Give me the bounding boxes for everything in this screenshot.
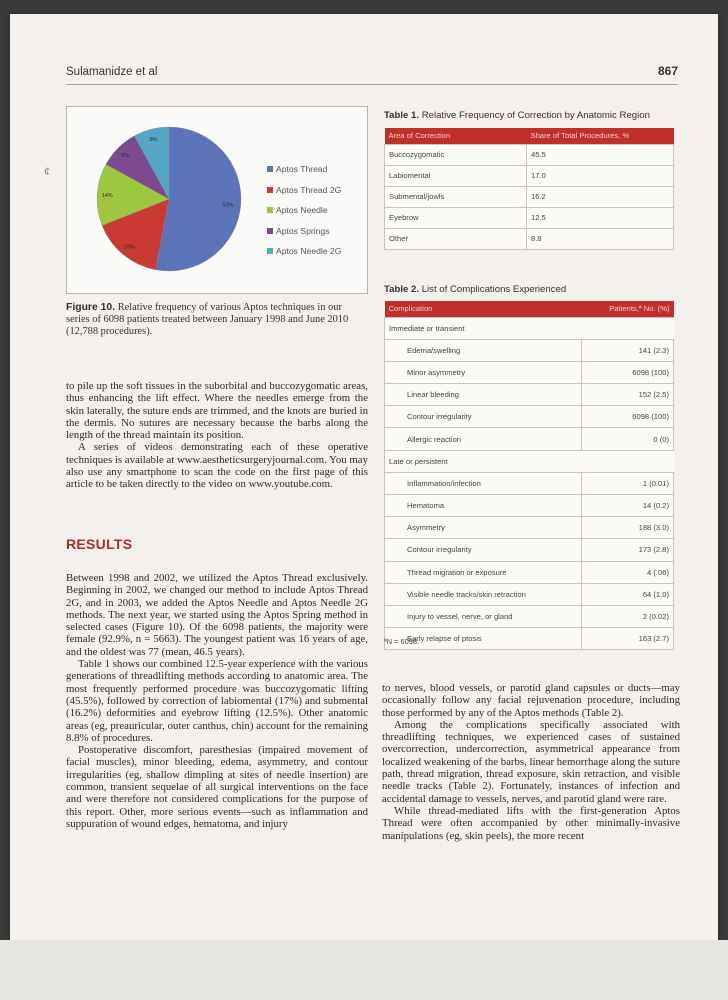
table1-share-cell: 12.5	[527, 207, 674, 228]
pie-data-label: 9%	[121, 153, 130, 160]
table2-complication-cell: Thread migration or exposure	[385, 561, 582, 583]
table2-patients-cell: 2 (0.02)	[581, 605, 673, 627]
table2-complication-cell: Visible needle tracks/skin retraction	[385, 583, 582, 605]
pie-data-label: 53%	[222, 202, 234, 209]
figure-10-pie-chart	[66, 106, 368, 294]
table2-caption	[384, 284, 566, 295]
table1-area-cell: Other	[385, 228, 527, 249]
scan-background	[0, 940, 728, 1000]
table1-share-cell: 17.0	[527, 165, 674, 186]
legend-label: Aptos Thread 2G	[276, 184, 342, 195]
table1-row	[385, 228, 674, 249]
table2-complication-cell: Inflammation/infection	[385, 472, 582, 494]
paragraph: to nerves, blood vessels, or parotid gland capsules or ducts—may occasionally follow any facial rejuvenation procedure, including those performed by any of the Aptos methods (Table 2).	[382, 682, 680, 719]
table2-row	[385, 539, 674, 561]
table1-header: Share of Total Procedures, %	[527, 128, 674, 144]
table1-share-cell: 8.8	[527, 228, 674, 249]
table2-row	[385, 605, 674, 627]
table2-title: List of Complications Experienced	[421, 284, 567, 295]
table2-row	[385, 517, 674, 539]
legend-swatch	[267, 166, 273, 172]
table1-header: Area of Correction	[385, 128, 527, 144]
table1-row	[385, 207, 674, 228]
paragraph: Among the complications specifically associated with threadlifting techniques, we experienced cases of sustained overcorrection, undercorrection, asymmetrical appearance from localized weakening of the barbs, linear hemorrhage along the suture path, thread migration, thread exposure, skin retraction, and visible needle tracks (Table 2). Fortunately, instances of infection and accidental damage to vessels, nerves, and parotid gland were rare.	[382, 718, 680, 805]
legend-item	[267, 180, 341, 201]
table2-row	[385, 428, 674, 450]
table2-patients-cell: 152 (2.5)	[581, 384, 673, 406]
table2-complication-cell: Linear bleeding	[385, 384, 582, 406]
table2-label: Table 2.	[384, 284, 420, 295]
table2-row	[385, 384, 674, 406]
table2-row	[385, 472, 674, 494]
table1-share-cell: 16.2	[527, 186, 674, 207]
figure-caption-label: Figure 10.	[66, 302, 116, 313]
results-heading: RESULTS	[66, 536, 133, 552]
paragraph: Postoperative discomfort, paresthesias (impaired movement of facial muscles), minor bleeding, edema, asymmetry, and contour irregularities (eg, shallow dimpling at sites of needle insertion) are common, transient sequelae of all surgical interventions on the face and were therefore not considered complications for the purpose of this report. Other, more serious events—such as inflammation and suppuration of wound edges, hematoma, and injury	[66, 744, 368, 830]
page-number: 867	[657, 64, 678, 78]
pie-data-label: 8%	[149, 137, 158, 144]
paragraph: Table 1 shows our combined 12.5-year experience with the various generations of threadlifting methods according to anatomic area. The most frequently performed procedure was buccozygomatic lifting (45.5%), followed by correction of labiomental (17%) and submental (16.2%) deformities and eyebrow lifting (12.5%). Other anatomic areas (eg, preauricular, outer canthus, chin) account for the remaining 8.8% of procedures.	[66, 658, 368, 744]
table1-caption	[384, 110, 650, 121]
table2-complication-cell: Contour irregularity	[385, 406, 582, 428]
table1-area-cell: Labiomental	[385, 165, 527, 186]
paragraph: A series of videos demonstrating each of these operative techniques is available at www.aestheticsurgeryjournal.com. You may also use any smartphone to scan the code on the first page of this article to be taken directly to the video on www.youtube.com.	[66, 441, 368, 491]
table2-patients-cell: 0 (0)	[581, 428, 673, 450]
table2-row	[385, 628, 674, 650]
table2-section-row	[385, 450, 674, 472]
table2-complication-cell: Hematoma	[385, 495, 582, 517]
table1-title: Relative Frequency of Correction by Anatomic Region	[421, 110, 650, 121]
legend-label: Aptos Thread	[276, 164, 328, 175]
legend-swatch	[267, 187, 273, 193]
table2-patients-cell: 64 (1.0)	[581, 583, 673, 605]
table2-complication-cell: Minor asymmetry	[385, 361, 582, 383]
legend-swatch	[267, 207, 273, 213]
table2-section-row	[385, 317, 674, 339]
legend-item	[267, 241, 341, 262]
table2	[384, 301, 674, 650]
table2-row	[385, 561, 674, 583]
table1	[384, 128, 674, 250]
legend-item	[267, 159, 341, 180]
margin-mark: ¢	[44, 164, 50, 178]
table1-area-cell: Submental/jowls	[385, 186, 527, 207]
table1-area-cell: Buccozygomatic	[385, 144, 527, 165]
table2-patients-cell: 163 (2.7)	[581, 628, 673, 650]
running-head-author: Sulamanidze et al	[66, 66, 158, 78]
table2-patients-cell: 6098 (100)	[581, 361, 673, 383]
table2-patients-cell: 1 (0.01)	[581, 472, 673, 494]
table2-section-label: Late or persistent	[385, 450, 674, 472]
table2-complication-cell: Allergic reaction	[385, 428, 582, 450]
table2-header: Patients,ª No. (%)	[581, 301, 673, 317]
paragraph: Between 1998 and 2002, we utilized the Aptos Thread exclusively. Beginning in 2002, we changed our method to include Aptos Thread 2G, and in 2003, we added the Aptos Needle and Aptos Needle 2G methods. The next year, we started using the Aptos Spring method in selected cases (Figure 10). Of the 6098 patients, the majority were female (92.9%, n = 5663). The youngest patient was 16 years of age, and the oldest was 77 (mean, 46.5 years).	[66, 572, 368, 658]
table2-patients-cell: 141 (2.3)	[581, 339, 673, 361]
table2-header: Complication	[385, 301, 582, 317]
figure-caption	[66, 302, 368, 339]
table2-footnote: ªN = 6098.	[384, 637, 419, 646]
table2-patients-cell: 4 (.06)	[581, 561, 673, 583]
right-column-text	[382, 682, 680, 842]
table2-patients-cell: 188 (3.0)	[581, 517, 673, 539]
left-column-intro	[66, 380, 368, 491]
paragraph: While thread-mediated lifts with the first-generation Aptos Thread were often accompanied by other minimally-invasive manipulations (eg, skin peels), the more recent	[382, 804, 680, 842]
table2-row	[385, 583, 674, 605]
legend-label: Aptos Needle	[276, 205, 328, 216]
table1-area-cell: Eyebrow	[385, 207, 527, 228]
table2-section-label: Immediate or transient	[385, 317, 674, 339]
table1-share-cell: 45.5	[527, 144, 674, 165]
table2-patients-cell: 173 (2.8)	[581, 539, 673, 561]
table2-complication-cell: Asymmetry	[385, 517, 582, 539]
legend-label: Aptos Needle 2G	[276, 246, 342, 257]
legend-item	[267, 221, 341, 242]
table2-row	[385, 339, 674, 361]
table2-patients-cell: 6098 (100)	[581, 406, 673, 428]
table2-complication-cell: Injury to vessel, nerve, or gland	[385, 605, 582, 627]
pie-data-label: 14%	[101, 193, 113, 200]
legend-swatch	[267, 248, 273, 254]
table2-complication-cell: Contour irregularity	[385, 539, 582, 561]
journal-page	[10, 14, 718, 940]
table2-row	[385, 361, 674, 383]
chart-legend	[267, 159, 341, 262]
legend-label: Aptos Springs	[276, 225, 330, 236]
table1-row	[385, 144, 674, 165]
table1-label: Table 1.	[384, 110, 420, 121]
legend-swatch	[267, 228, 273, 234]
pie-data-label: 16%	[124, 244, 136, 251]
header-rule	[66, 84, 678, 85]
left-column-results	[66, 572, 368, 830]
table1-row	[385, 186, 674, 207]
paragraph: to pile up the soft tissues in the suborbital and buccozygomatic areas, thus enhancing the lift effect. Where the needles emerge from the skin laterally, the suture ends are trimmed, and the knots are buried in the dermis. No sutures are necessary because the barbs along the length of the thread maintain its position.	[66, 380, 368, 442]
table2-patients-cell: 14 (0.2)	[581, 495, 673, 517]
table1-row	[385, 165, 674, 186]
table2-row	[385, 406, 674, 428]
legend-item	[267, 200, 341, 221]
table2-row	[385, 495, 674, 517]
figure-caption-text: Relative frequency of various Aptos techniques in our series of 6098 patients treated between January 1998 and June 2010 (12,788 procedures).	[66, 302, 349, 338]
table2-complication-cell: Early relapse of ptosis	[385, 628, 582, 650]
table2-complication-cell: Edema/swelling	[385, 339, 582, 361]
